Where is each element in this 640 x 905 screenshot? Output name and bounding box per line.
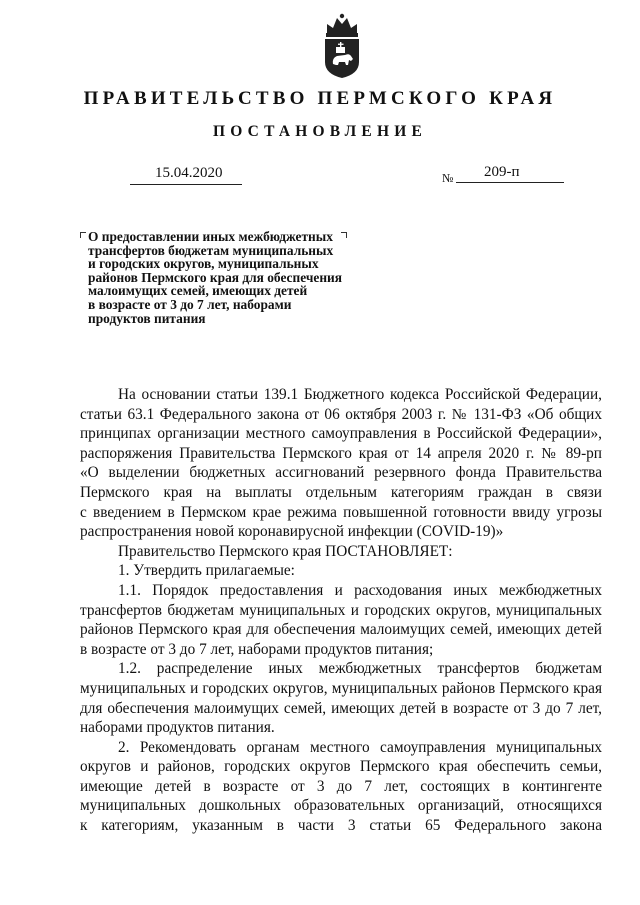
paragraph-legal-basis <box>80 385 602 542</box>
text-line: На основании статьи 139.1 Бюджетного кодекса Российской Федерации, <box>118 386 602 403</box>
text-line: распространения новой коронавирусной инфекции (COVID-19)» <box>80 523 504 541</box>
document-number: 209-п <box>484 164 520 180</box>
paragraph-resolves: Правительство Пермского края ПОСТАНОВЛЯЕТ: <box>118 542 453 560</box>
number-sign: № <box>442 171 454 185</box>
text-line: Пермского края на выплаты отдельным категориям граждан в связи <box>80 483 602 501</box>
text-line: муниципальных дошкольных образовательных организаций, относящихся <box>80 797 602 815</box>
text-line: районов Пермского края для обеспечения малоимущих семей, имеющих детей <box>80 621 602 639</box>
subject-line: трансфертов бюджетам муниципальных <box>88 242 334 258</box>
subject-line: продуктов питания <box>88 310 206 326</box>
subject-line: районов Пермского края для обеспечения <box>88 269 342 285</box>
date-underline <box>130 184 242 185</box>
text-line: к категориям, указанным в части 3 статьи 65 Федерального закона <box>80 817 602 835</box>
text-line: имеющие детей в возрасте от 3 до 7 лет, состоящих в контингенте <box>80 777 602 795</box>
subject-line: в возрасте от 3 до 7 лет, наборами <box>88 296 292 312</box>
paragraph-item-1-1 <box>80 581 602 659</box>
organization-title: ПРАВИТЕЛЬСТВО ПЕРМСКОГО КРАЯ <box>83 88 557 109</box>
number-underline <box>456 182 564 183</box>
subject-corner-mark <box>80 232 86 238</box>
document-body <box>80 385 602 836</box>
text-line: трансфертов бюджетам муниципальных и городских округов, муниципальных <box>80 601 602 619</box>
document-date: 15.04.2020 <box>155 165 223 181</box>
text-line: распоряжения Правительства Пермского края от 14 апреля 2020 г. № 89-рп <box>80 444 602 462</box>
subject-line: малоимущих семей, имеющих детей <box>88 283 308 299</box>
text-line: муниципальных и городских округов, муниципальных районов Пермского края <box>80 679 602 697</box>
text-line: для обеспечения малоимущих семей, имеющих детей в возрасте от 3 до 7 лет, <box>80 699 602 717</box>
perm-krai-coat-of-arms-icon <box>318 12 366 80</box>
text-line: с введением в Пермском крае режима повышенной готовности ввиду угрозы <box>80 503 602 521</box>
text-line: в возрасте от 3 до 7 лет, наборами продуктов питания; <box>80 640 434 658</box>
text-line: 1.1. Порядок предоставления и расходования иных межбюджетных <box>118 581 602 599</box>
document-type: ПОСТАНОВЛЕНИЕ <box>212 123 428 140</box>
subject-line: О предоставлении иных межбюджетных <box>88 229 333 244</box>
subject-line: и городских округов, муниципальных <box>88 256 319 272</box>
text-line: «О выделении бюджетных ассигнований резервного фонда Правительства <box>80 464 602 482</box>
paragraph-item-1: 1. Утвердить прилагаемые: <box>118 562 295 580</box>
subject-text <box>88 230 400 325</box>
text-line: принципах организации местного самоуправления в Российской Федерации», <box>80 425 602 443</box>
text-line: 2. Рекомендовать органам местного самоуправления муниципальных <box>118 738 602 756</box>
paragraph-item-2 <box>80 738 602 836</box>
text-line: статьи 63.1 Федерального закона от 06 октября 2003 г. № 131-ФЗ «Об общих <box>80 405 602 423</box>
document-subject <box>80 230 400 325</box>
text-line: 1.2. распределение иных межбюджетных трансфертов бюджетам <box>118 660 602 678</box>
text-line: округов и районов, городских округов Пермского края обеспечить семьи, <box>80 758 602 776</box>
text-line: наборами продуктов питания. <box>80 719 275 737</box>
subject-corner-mark <box>341 232 347 238</box>
paragraph-item-1-2 <box>80 659 602 737</box>
